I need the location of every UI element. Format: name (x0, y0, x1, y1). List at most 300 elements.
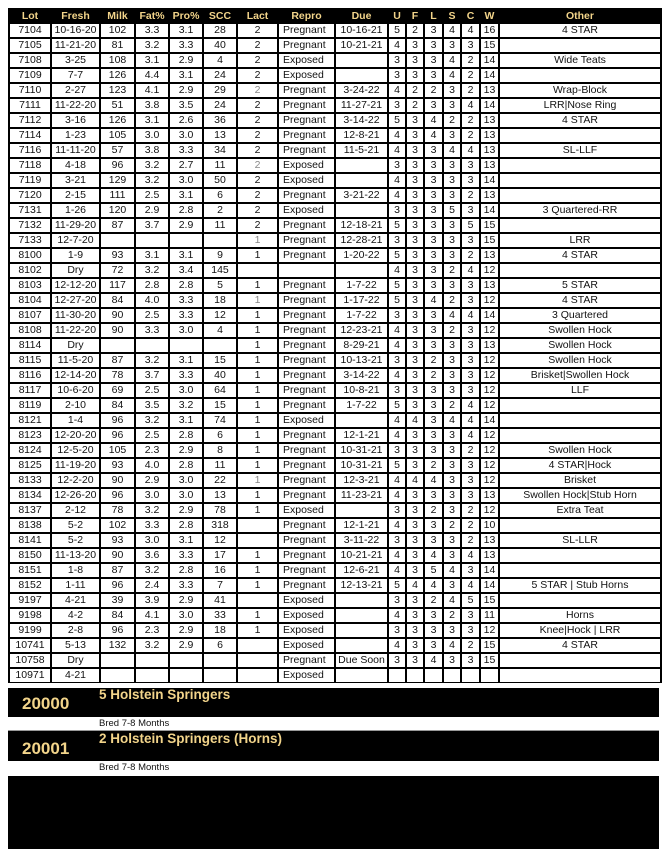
cell-scc: 12 (204, 308, 236, 323)
cell-u: 3 (389, 533, 405, 548)
cell-c: 3 (462, 623, 479, 638)
cell-other: 4 STAR (500, 638, 660, 653)
cell-s: 3 (444, 488, 460, 503)
cell-f: 3 (407, 533, 423, 548)
cell-lot: 8103 (10, 278, 50, 293)
table-row (10, 563, 660, 578)
cell-s: 3 (444, 578, 460, 593)
cell-pro: 3.3 (170, 143, 202, 158)
cell-c: 3 (462, 488, 479, 503)
cell-fresh: 5-2 (52, 518, 99, 533)
cell-pro: 3.1 (170, 68, 202, 83)
cell-fresh: 1-26 (52, 203, 99, 218)
cell-u: 4 (389, 368, 405, 383)
cell-fresh: 7-7 (52, 68, 99, 83)
cell-s: 3 (444, 83, 460, 98)
cell-l: 2 (425, 368, 442, 383)
cell-scc: 4 (204, 323, 236, 338)
cell-l: 3 (425, 338, 442, 353)
cell-f: 3 (407, 398, 423, 413)
cell-s: 3 (444, 218, 460, 233)
cell-u (389, 668, 405, 683)
cell-lot: 7120 (10, 188, 50, 203)
cell-pro: 2.8 (170, 203, 202, 218)
cell-fresh: 1-9 (52, 248, 99, 263)
column-header-s: S (444, 8, 460, 23)
cell-fresh: 11-22-20 (52, 98, 99, 113)
cell-fat: 4.0 (136, 458, 168, 473)
cell-lact: 1 (238, 383, 277, 398)
cell-s: 3 (444, 233, 460, 248)
cell-w: 14 (481, 173, 498, 188)
cell-pro: 3.1 (170, 533, 202, 548)
cell-w: 12 (481, 623, 498, 638)
cell-s: 3 (444, 158, 460, 173)
cell-pro: 3.0 (170, 383, 202, 398)
cell-f: 3 (407, 143, 423, 158)
cell-fat: 3.8 (136, 143, 168, 158)
cell-lact: 1 (238, 338, 277, 353)
cell-pro (170, 338, 202, 353)
cell-l: 2 (425, 593, 442, 608)
cell-repro: Pregnant (279, 143, 334, 158)
black-footer-block (8, 776, 659, 849)
cell-fresh: 11-30-20 (52, 308, 99, 323)
cell-f: 3 (407, 638, 423, 653)
cell-f: 3 (407, 233, 423, 248)
cell-u: 3 (389, 443, 405, 458)
cell-l: 3 (425, 518, 442, 533)
column-header-scc: SCC (204, 8, 236, 23)
cell-lot: 8102 (10, 263, 50, 278)
cell-w: 14 (481, 563, 498, 578)
cell-s: 3 (444, 548, 460, 563)
cell-repro: Exposed (279, 608, 334, 623)
cell-c: 2 (462, 83, 479, 98)
table-row (10, 623, 660, 638)
table-body (10, 23, 660, 683)
cell-c: 3 (462, 233, 479, 248)
cell-other (500, 668, 660, 683)
cell-scc: 145 (204, 263, 236, 278)
cell-fat: 4.1 (136, 83, 168, 98)
cell-f: 3 (407, 383, 423, 398)
cell-other: Swollen Hock|Stub Horn (500, 488, 660, 503)
cell-s: 3 (444, 128, 460, 143)
cell-u: 3 (389, 68, 405, 83)
cell-w: 13 (481, 338, 498, 353)
cell-repro: Exposed (279, 203, 334, 218)
cell-lact (238, 668, 277, 683)
cell-lact: 2 (238, 218, 277, 233)
cell-fat: 3.8 (136, 98, 168, 113)
cell-c: 3 (462, 173, 479, 188)
table-row (10, 578, 660, 593)
cell-due: 1-7-22 (336, 308, 387, 323)
cell-pro: 3.1 (170, 248, 202, 263)
cell-due: 11-5-21 (336, 143, 387, 158)
cell-s: 3 (444, 653, 460, 668)
cell-c: 2 (462, 443, 479, 458)
cell-u: 4 (389, 38, 405, 53)
cell-l: 3 (425, 263, 442, 278)
cell-lact: 1 (238, 623, 277, 638)
cell-milk: 96 (101, 488, 134, 503)
cell-due: 1-20-22 (336, 248, 387, 263)
lot-sheet (8, 8, 659, 683)
cell-lact (238, 593, 277, 608)
cell-pro: 3.3 (170, 308, 202, 323)
cell-s: 3 (444, 248, 460, 263)
cell-l: 3 (425, 413, 442, 428)
cell-c: 4 (462, 23, 479, 38)
cell-w: 14 (481, 413, 498, 428)
cell-fat: 3.5 (136, 398, 168, 413)
table-row (10, 263, 660, 278)
table-row (10, 428, 660, 443)
cell-lact: 2 (238, 38, 277, 53)
cell-lact: 1 (238, 323, 277, 338)
cell-s: 2 (444, 263, 460, 278)
cell-l: 4 (425, 293, 442, 308)
cell-c: 4 (462, 143, 479, 158)
cell-l: 4 (425, 548, 442, 563)
cell-other: LRR|Nose Ring (500, 98, 660, 113)
cell-u: 4 (389, 128, 405, 143)
cell-lot: 7131 (10, 203, 50, 218)
cell-due: 12-6-21 (336, 563, 387, 578)
cell-milk: 111 (101, 188, 134, 203)
table-row (10, 368, 660, 383)
cell-u: 4 (389, 488, 405, 503)
cell-f: 3 (407, 293, 423, 308)
cell-pro: 3.2 (170, 398, 202, 413)
cell-lot: 8138 (10, 518, 50, 533)
cell-lot: 9199 (10, 623, 50, 638)
cell-repro: Pregnant (279, 308, 334, 323)
cell-other: Brisket (500, 473, 660, 488)
cell-lact: 2 (238, 68, 277, 83)
cell-s: 4 (444, 308, 460, 323)
cell-lot: 8121 (10, 413, 50, 428)
column-header-milk: Milk (101, 8, 134, 23)
cell-milk: 93 (101, 248, 134, 263)
cell-u: 3 (389, 233, 405, 248)
table-row (10, 383, 660, 398)
cell-due (336, 503, 387, 518)
cell-w: 12 (481, 323, 498, 338)
cell-fresh: 3-25 (52, 53, 99, 68)
cell-due: 3-11-22 (336, 533, 387, 548)
cell-milk: 102 (101, 23, 134, 38)
cell-other (500, 158, 660, 173)
cell-l: 3 (425, 428, 442, 443)
cell-fresh: 4-21 (52, 668, 99, 683)
cell-f: 3 (407, 158, 423, 173)
cell-due: 10-8-21 (336, 383, 387, 398)
cell-repro: Pregnant (279, 248, 334, 263)
cell-c: 3 (462, 323, 479, 338)
cell-scc: 5 (204, 278, 236, 293)
cell-s: 3 (444, 503, 460, 518)
cell-lot: 8141 (10, 533, 50, 548)
cell-milk: 87 (101, 563, 134, 578)
cell-other: Wide Teats (500, 53, 660, 68)
cell-s: 3 (444, 383, 460, 398)
cell-repro: Pregnant (279, 353, 334, 368)
cell-milk: 90 (101, 308, 134, 323)
cell-due: 10-31-21 (336, 443, 387, 458)
cell-repro: Pregnant (279, 533, 334, 548)
cell-milk: 84 (101, 398, 134, 413)
cell-lact: 1 (238, 473, 277, 488)
cell-c: 5 (462, 593, 479, 608)
cell-scc: 11 (204, 458, 236, 473)
cell-repro: Pregnant (279, 563, 334, 578)
cell-u: 4 (389, 548, 405, 563)
cell-due: 3-24-22 (336, 83, 387, 98)
cell-lot: 8152 (10, 578, 50, 593)
cell-scc: 13 (204, 488, 236, 503)
cell-c: 3 (462, 158, 479, 173)
cell-lact: 1 (238, 353, 277, 368)
cell-scc (204, 668, 236, 683)
cell-lot: 8100 (10, 248, 50, 263)
cell-due (336, 413, 387, 428)
cell-lot: 7118 (10, 158, 50, 173)
cell-repro: Pregnant (279, 443, 334, 458)
cell-pro: 2.8 (170, 278, 202, 293)
cell-w: 12 (481, 383, 498, 398)
cell-w: 15 (481, 233, 498, 248)
cell-due: 12-13-21 (336, 578, 387, 593)
cell-other (500, 263, 660, 278)
cell-lact (238, 653, 277, 668)
cell-lot: 7112 (10, 113, 50, 128)
table-row (10, 548, 660, 563)
column-header-fat: Fat% (136, 8, 168, 23)
cell-lact: 2 (238, 113, 277, 128)
cell-lot: 8115 (10, 353, 50, 368)
cell-l: 3 (425, 278, 442, 293)
cell-fat: 2.3 (136, 443, 168, 458)
cell-milk: 93 (101, 533, 134, 548)
column-header-fresh: Fresh (52, 8, 99, 23)
cell-lact (238, 533, 277, 548)
cell-milk: 84 (101, 608, 134, 623)
cell-u: 4 (389, 143, 405, 158)
cell-other: Swollen Hock (500, 338, 660, 353)
cell-scc: 74 (204, 413, 236, 428)
cell-scc: 4 (204, 53, 236, 68)
group-subtitle: Bred 7-8 Months (99, 718, 170, 729)
cell-repro: Exposed (279, 158, 334, 173)
cell-fat: 3.2 (136, 503, 168, 518)
cell-fat: 2.5 (136, 308, 168, 323)
cell-c: 2 (462, 503, 479, 518)
cell-c: 2 (462, 128, 479, 143)
table-row (10, 308, 660, 323)
cell-w: 13 (481, 158, 498, 173)
cell-other: Brisket|Swollen Hock (500, 368, 660, 383)
cell-repro: Exposed (279, 503, 334, 518)
cell-lact: 1 (238, 248, 277, 263)
cell-c: 3 (462, 653, 479, 668)
cell-lot: 8123 (10, 428, 50, 443)
cell-l (425, 668, 442, 683)
cell-other (500, 653, 660, 668)
cell-c: 3 (462, 353, 479, 368)
cell-milk: 96 (101, 428, 134, 443)
cell-u: 4 (389, 473, 405, 488)
cell-other (500, 398, 660, 413)
cell-fat: 3.2 (136, 173, 168, 188)
cell-other: SL-LLR (500, 533, 660, 548)
cell-lact: 1 (238, 428, 277, 443)
cell-l: 2 (425, 83, 442, 98)
cell-other (500, 518, 660, 533)
cell-u: 4 (389, 263, 405, 278)
cell-fresh: 11-29-20 (52, 218, 99, 233)
cell-l: 3 (425, 443, 442, 458)
cell-c: 3 (462, 458, 479, 473)
cell-milk: 96 (101, 623, 134, 638)
cell-u: 5 (389, 458, 405, 473)
cell-other: 4 STAR (500, 23, 660, 38)
table-row (10, 503, 660, 518)
cell-pro: 3.1 (170, 188, 202, 203)
cell-other (500, 38, 660, 53)
cell-u: 4 (389, 518, 405, 533)
cell-l: 3 (425, 203, 442, 218)
cell-w: 11 (481, 608, 498, 623)
cell-lot: 8134 (10, 488, 50, 503)
cell-fresh: Dry (52, 653, 99, 668)
cell-fat: 4.1 (136, 608, 168, 623)
cell-scc: 50 (204, 173, 236, 188)
cell-u: 5 (389, 218, 405, 233)
cell-fresh: 12-7-20 (52, 233, 99, 248)
cell-f: 3 (407, 653, 423, 668)
cell-fat: 4.4 (136, 68, 168, 83)
cell-fat: 3.3 (136, 23, 168, 38)
cell-fat: 3.0 (136, 488, 168, 503)
cell-scc: 6 (204, 638, 236, 653)
cell-lot: 8117 (10, 383, 50, 398)
cell-other: Swollen Hock (500, 323, 660, 338)
cell-c: 3 (462, 338, 479, 353)
cell-w: 13 (481, 143, 498, 158)
cell-fat: 2.8 (136, 278, 168, 293)
cell-scc: 18 (204, 293, 236, 308)
cell-milk: 78 (101, 503, 134, 518)
cell-milk: 129 (101, 173, 134, 188)
cell-due: 10-16-21 (336, 23, 387, 38)
cell-fat: 3.2 (136, 158, 168, 173)
cell-w: 15 (481, 653, 498, 668)
cell-l: 3 (425, 173, 442, 188)
cell-fresh: 12-12-20 (52, 278, 99, 293)
cell-fresh: 11-13-20 (52, 548, 99, 563)
table-row (10, 533, 660, 548)
cell-c: 2 (462, 248, 479, 263)
cell-repro: Pregnant (279, 398, 334, 413)
cell-s: 2 (444, 608, 460, 623)
group-block-20001 (8, 731, 659, 761)
cell-pro: 3.0 (170, 323, 202, 338)
cell-due: 3-21-22 (336, 188, 387, 203)
cell-f: 3 (407, 53, 423, 68)
cell-pro: 2.8 (170, 458, 202, 473)
cell-other: Extra Teat (500, 503, 660, 518)
cell-scc: 78 (204, 503, 236, 518)
cell-fresh: 2-15 (52, 188, 99, 203)
cell-w: 12 (481, 293, 498, 308)
cell-other: SL-LLF (500, 143, 660, 158)
cell-milk: 126 (101, 113, 134, 128)
cell-repro: Exposed (279, 638, 334, 653)
cell-scc: 29 (204, 83, 236, 98)
cell-lact: 1 (238, 443, 277, 458)
cell-scc: 13 (204, 128, 236, 143)
table-row (10, 338, 660, 353)
cell-fresh: 1-23 (52, 128, 99, 143)
cell-w: 14 (481, 53, 498, 68)
cell-fat: 3.2 (136, 563, 168, 578)
cell-pro: 3.3 (170, 368, 202, 383)
cell-lot: 7108 (10, 53, 50, 68)
cell-scc: 11 (204, 218, 236, 233)
cell-due: 12-1-21 (336, 428, 387, 443)
cell-s: 4 (444, 68, 460, 83)
cell-l: 4 (425, 128, 442, 143)
table-row (10, 158, 660, 173)
cell-other: LLF (500, 383, 660, 398)
table-row (10, 593, 660, 608)
cell-due: 10-13-21 (336, 353, 387, 368)
table-row (10, 143, 660, 158)
cell-lot: 7110 (10, 83, 50, 98)
cell-other: 5 STAR (500, 278, 660, 293)
cell-fresh: 5-13 (52, 638, 99, 653)
cell-u: 4 (389, 83, 405, 98)
cell-l: 3 (425, 38, 442, 53)
cell-pro: 3.0 (170, 488, 202, 503)
table-row (10, 68, 660, 83)
cell-scc: 6 (204, 428, 236, 443)
cell-s: 3 (444, 173, 460, 188)
cell-other: LRR (500, 233, 660, 248)
cell-c: 2 (462, 113, 479, 128)
cell-due: 1-7-22 (336, 398, 387, 413)
cell-w: 13 (481, 278, 498, 293)
cell-l: 3 (425, 638, 442, 653)
cell-u: 5 (389, 113, 405, 128)
cell-f: 3 (407, 203, 423, 218)
cell-s: 2 (444, 518, 460, 533)
cell-lot: 7116 (10, 143, 50, 158)
cell-pro: 3.1 (170, 353, 202, 368)
cell-w: 12 (481, 353, 498, 368)
cell-pro: 3.4 (170, 263, 202, 278)
cell-w: 12 (481, 428, 498, 443)
cell-s: 4 (444, 23, 460, 38)
cell-c: 3 (462, 38, 479, 53)
cell-lot: 9197 (10, 593, 50, 608)
cell-repro: Pregnant (279, 233, 334, 248)
cell-due (336, 623, 387, 638)
cell-other (500, 428, 660, 443)
